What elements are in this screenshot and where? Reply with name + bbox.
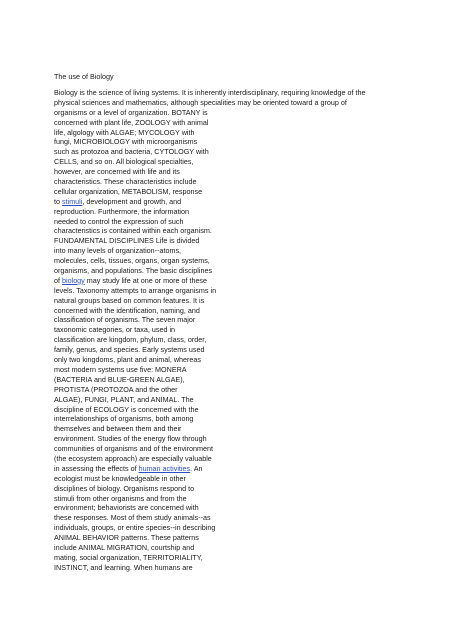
text-segment: ALGAE), FUNGI, PLANT, and ANIMAL. The — [54, 394, 194, 404]
text-segment: most modern systems use five: MONERA — [54, 364, 187, 374]
text-segment: . An — [190, 463, 203, 473]
text-segment: classification are kingdom, phylum, class, order, — [54, 335, 207, 345]
text-segment: only two kingdoms, plant and animal, whereas — [54, 355, 202, 365]
text-line — [54, 197, 365, 207]
text-segment: ecologist must be knowledgeable in other — [54, 473, 186, 483]
text-line — [54, 98, 365, 108]
text-segment: into many levels of organization--atoms, — [54, 246, 182, 256]
document-title: The use of Biology — [54, 72, 114, 81]
text-line — [54, 345, 365, 355]
text-line — [54, 108, 365, 118]
text-segment: levels. Taxonomy attempts to arrange organisms in — [54, 285, 217, 295]
text-line — [54, 444, 365, 454]
text-line — [54, 355, 365, 365]
text-segment: ANIMAL BEHAVIOR patterns. These patterns — [54, 533, 199, 543]
text-line — [54, 563, 365, 573]
text-line — [54, 513, 365, 523]
text-line — [54, 128, 365, 138]
text-segment: individuals, groups, or entire species--in describing — [54, 523, 216, 533]
text-segment: include ANIMAL MIGRATION, courtship and — [54, 542, 195, 552]
text-segment: mating, social organization, TERRITORIALITY, — [54, 552, 203, 562]
text-segment: communities of organisms and of the environment — [54, 444, 214, 454]
text-line — [54, 266, 365, 276]
text-segment: stimuli from other organisms and from the — [54, 493, 187, 503]
text-segment: environment. Studies of the energy flow through — [54, 434, 207, 444]
text-segment: concerned with the identification, naming, and — [54, 305, 200, 315]
text-line — [54, 187, 365, 197]
text-segment: life, algology with ALGAE; MYCOLOGY with — [54, 127, 195, 137]
text-segment: PROTISTA (PROTOZOA and the other — [54, 384, 178, 394]
text-segment: (the ecosystem approach) are especially valuable — [54, 453, 212, 463]
text-segment: characteristics is contained within each organism. — [54, 226, 212, 236]
text-line — [54, 405, 365, 415]
text-segment: cellular organization, METABOLISM, response — [54, 186, 203, 196]
text-segment: disciplines of biology. Organisms respond to — [54, 483, 195, 493]
hyperlink[interactable]: human activities — [138, 463, 191, 473]
text-segment: CELLS, and so on. All biological specialties, — [54, 157, 194, 167]
text-segment: taxonomic categories, or taxa, used in — [54, 325, 176, 335]
text-segment: molecules, cells, tissues, organs, organ systems, — [54, 256, 210, 266]
text-segment: INSTINCT, and learning. When humans are — [54, 562, 193, 572]
hyperlink[interactable]: stimuli — [62, 196, 83, 206]
text-line — [54, 286, 365, 296]
text-line — [54, 315, 365, 325]
text-line — [54, 147, 365, 157]
text-segment: characteristics. These characteristics include — [54, 177, 197, 187]
text-segment: interrelationships of organisms, both among — [54, 414, 194, 424]
text-line — [54, 256, 365, 266]
text-segment: natural groups based on common features. It is — [54, 295, 205, 305]
text-segment: in assessing the effects of — [54, 463, 139, 473]
text-segment: concerned with plant life, ZOOLOGY with animal — [54, 117, 209, 127]
text-line — [54, 523, 365, 533]
text-segment: these responses. Most of them study animals--as — [54, 513, 211, 523]
text-line — [54, 464, 365, 474]
document-body — [54, 88, 365, 573]
text-segment: organisms, and populations. The basic disciplines — [54, 266, 213, 276]
text-segment: FUNDAMENTAL DISCIPLINES Life is divided — [54, 236, 200, 246]
text-line — [54, 385, 365, 395]
text-segment: organisms or a level of organization. BOTANY is — [54, 107, 208, 117]
text-segment: however, are concerned with life and its — [54, 167, 180, 177]
text-line — [54, 177, 365, 187]
text-line — [54, 167, 365, 177]
text-line — [54, 484, 365, 494]
text-segment: of — [54, 275, 62, 285]
text-segment: themselves and between them and their — [54, 424, 182, 434]
text-segment: , development and growth, and — [82, 196, 182, 206]
text-line — [54, 434, 365, 444]
text-line — [54, 543, 365, 553]
text-segment: needed to control the expression of such — [54, 216, 184, 226]
text-segment: Biology is the science of living systems. It is inherently interdisciplinary, requiring knowledge of the — [54, 88, 366, 97]
text-segment: classification of organisms. The seven major — [54, 315, 196, 325]
text-line — [54, 365, 365, 375]
text-line — [54, 207, 365, 217]
text-line — [54, 553, 365, 563]
text-line — [54, 335, 365, 345]
text-line — [54, 88, 365, 98]
text-line — [54, 454, 365, 464]
text-segment: physical sciences and mathematics, although specialities may be oriented toward a group of — [54, 97, 347, 107]
text-line — [54, 533, 365, 543]
hyperlink[interactable]: biology — [62, 275, 85, 285]
text-line — [54, 424, 365, 434]
text-segment: may study life at one or more of these — [84, 275, 208, 285]
text-segment: environment; behaviorists are concerned with — [54, 503, 199, 513]
text-line — [54, 137, 365, 147]
text-segment: reproduction. Furthermore, the information — [54, 206, 190, 216]
text-line — [54, 494, 365, 504]
text-line — [54, 296, 365, 306]
text-line — [54, 217, 365, 227]
text-line — [54, 246, 365, 256]
text-line — [54, 503, 365, 513]
text-line — [54, 414, 365, 424]
text-segment: fungi, MICROBIOLOGY with microorganisms — [54, 137, 198, 147]
text-line — [54, 306, 365, 316]
text-line — [54, 325, 365, 335]
text-line — [54, 226, 365, 236]
text-line — [54, 474, 365, 484]
text-line — [54, 375, 365, 385]
text-line — [54, 118, 365, 128]
text-segment: (BACTERIA and BLUE-GREEN ALGAE), — [54, 374, 185, 384]
text-line — [54, 276, 365, 286]
text-line — [54, 395, 365, 405]
text-segment: family, genus, and species. Early systems used — [54, 345, 205, 355]
text-line — [54, 157, 365, 167]
text-segment: such as protozoa and bacteria, CYTOLOGY with — [54, 147, 209, 157]
text-segment: to — [54, 196, 62, 206]
text-line — [54, 236, 365, 246]
text-segment: discipline of ECOLOGY is concerned with the — [54, 404, 199, 414]
